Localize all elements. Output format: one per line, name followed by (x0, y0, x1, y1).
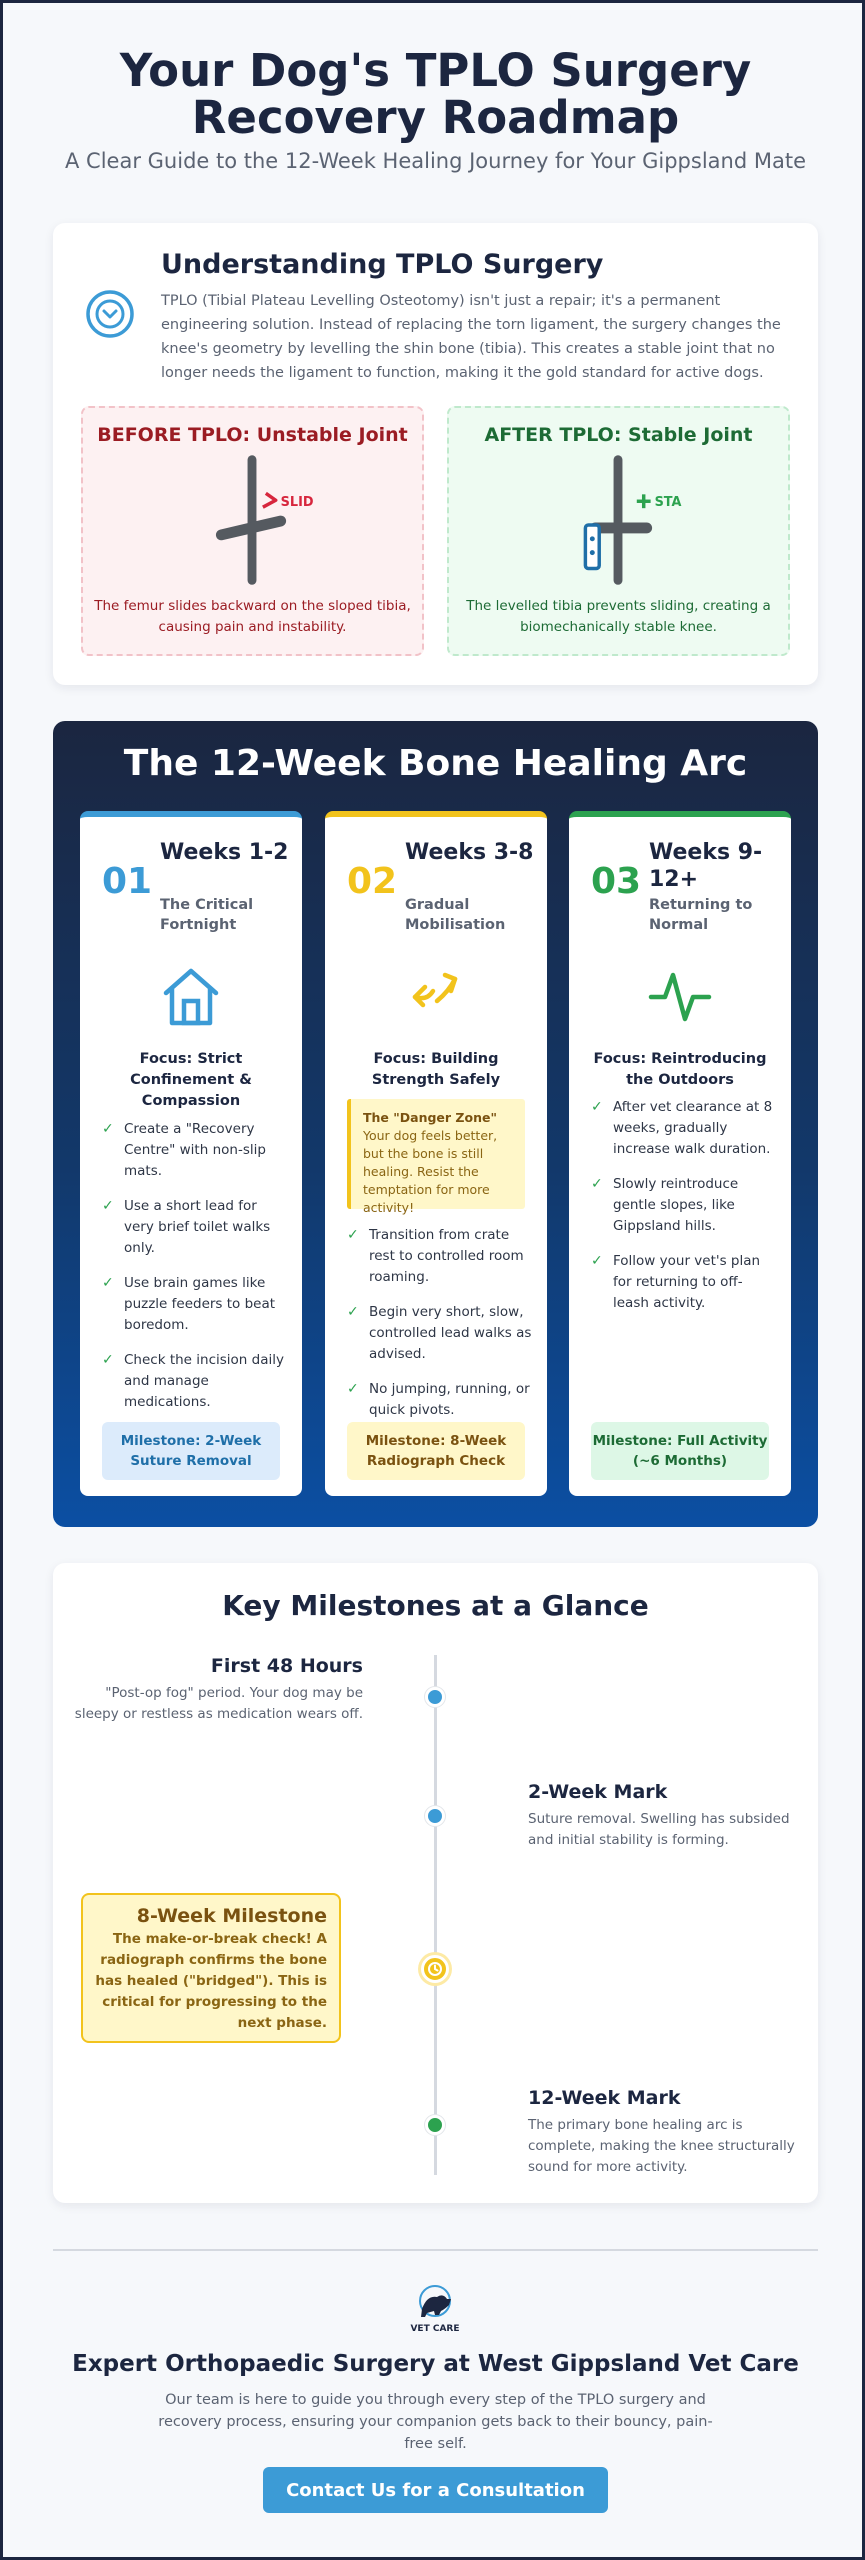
timeline-item-body: Suture removal. Swelling has subsided and initial stability is forming. (528, 1811, 790, 1848)
timeline-item-title: 8-Week Milestone (136, 1905, 327, 1927)
phase-milestone: Milestone: 8-Week Radiograph Check (347, 1422, 525, 1480)
timeline-dot (425, 1806, 445, 1826)
timeline-item-12-week (528, 2087, 798, 2178)
timeline-item-body: "Post-op fog" period. Your dog may be sleepy or restless as medication wears off. (74, 1685, 363, 1722)
list-item: ✓ Slowly reintroduce gentle slopes, like Gippsland hills. (591, 1176, 739, 1234)
phase-number: 03 (591, 861, 642, 902)
contact-consultation-button[interactable]: Contact Us for a Consultation (263, 2467, 608, 2513)
milestones-title: Key Milestones at a Glance (222, 1589, 649, 1622)
list-item: ✓ Transition from crate rest to controlled room roaming. (347, 1227, 524, 1285)
arrows-cycle-icon (401, 961, 471, 1031)
list-item: ✓ No jumping, running, or quick pivots. (347, 1381, 530, 1418)
phase-subtitle: The Critical Fortnight (160, 897, 254, 933)
phase-milestone: Milestone: 2-Week Suture Removal (102, 1422, 280, 1480)
check-icon: ✓ (591, 1176, 603, 1192)
after-tplo-caption: The levelled tibia prevents sliding, creating a biomechanically stable knee. (466, 598, 771, 635)
phase-number: 01 (102, 861, 153, 902)
timeline-dot (425, 1687, 445, 1707)
check-icon: ✓ (102, 1121, 114, 1137)
slide-arrow-icon (263, 493, 276, 507)
house-icon (156, 961, 226, 1031)
before-tag: SLID (280, 495, 314, 511)
list-item: ✓ Check the incision daily and manage medications. (102, 1352, 284, 1410)
timeline-item-8-week (81, 1893, 341, 2043)
timeline-item-2-week (528, 1781, 798, 1851)
timeline-item-body: The make-or-break check! A radiograph confirms the bone has healed ("bridged"). This is critical for progressing to the next phase. (95, 1931, 327, 2031)
timeline-line (434, 1655, 437, 2175)
footer-body: Our team is here to guide you through every step of the TPLO surgery and recovery process, ensuring your companion gets back to their bouncy, pain-free self. (158, 2392, 713, 2452)
page-subtitle: A Clear Guide to the 12-Week Healing Journey for Your Gippsland Mate (65, 149, 806, 173)
check-icon: ✓ (102, 1352, 114, 1368)
phase-weeks: Weeks 9-12+ (649, 840, 763, 892)
danger-zone-callout (347, 1099, 525, 1215)
footer-title: Expert Orthopaedic Surgery at West Gippsland Vet Care (72, 2351, 799, 2377)
before-tplo-title: BEFORE TPLO: Unstable Joint (97, 424, 408, 446)
phase-subtitle: Gradual Mobilisation (405, 897, 506, 933)
phase-focus: Focus: Strict Confinement & Compassion (130, 1051, 252, 1109)
after-tplo-panel (447, 406, 790, 656)
timeline-item-title: 12-Week Mark (528, 2087, 681, 2109)
danger-zone-title: The "Danger Zone" (363, 1110, 497, 1125)
list-item: ✓ Follow your vet's plan for returning to off-leash activity. (591, 1253, 761, 1311)
stable-joint-diagram (449, 453, 788, 593)
list-item: ✓ Create a "Recovery Centre" with non-slip mats. (102, 1121, 266, 1179)
footer-divider (53, 2249, 818, 2251)
check-icon: ✓ (347, 1381, 359, 1397)
clock-icon (424, 1958, 446, 1980)
timeline-item-title: First 48 Hours (210, 1655, 363, 1677)
list-item: ✓ After vet clearance at 8 weeks, gradually increase walk duration. (591, 1099, 773, 1157)
phase-card-1 (80, 811, 302, 1496)
timeline-dot-highlight (421, 1955, 449, 1983)
phase-number: 02 (347, 861, 398, 902)
plus-icon (637, 494, 651, 508)
circle-chevron-icon (85, 289, 135, 339)
check-icon: ✓ (102, 1198, 114, 1214)
page-title (63, 44, 808, 144)
phase-weeks: Weeks 3-8 (405, 840, 534, 865)
phase-weeks: Weeks 1-2 (160, 840, 289, 865)
bone-plate (585, 525, 599, 568)
check-icon: ✓ (591, 1253, 603, 1269)
phase-checklist (102, 1119, 288, 1427)
healing-arc-title: The 12-Week Bone Healing Arc (123, 743, 748, 784)
phase-subtitle: Returning to Normal (649, 897, 753, 933)
check-icon: ✓ (347, 1227, 359, 1243)
before-tplo-panel (81, 406, 424, 656)
after-tplo-title: AFTER TPLO: Stable Joint (484, 424, 753, 446)
svg-text:VET CARE: VET CARE (410, 2324, 460, 2334)
list-item: ✓ Use brain games like puzzle feeders to beat boredom. (102, 1275, 276, 1333)
healing-arc-section (53, 721, 818, 1527)
phase-checklist (347, 1225, 533, 1435)
timeline-item-body: The primary bone healing arc is complete, making the knee structurally sound for more activity. (528, 2117, 795, 2175)
understanding-card (53, 223, 818, 685)
timeline-item-48-hours (73, 1655, 363, 1725)
after-tag: STA (654, 495, 682, 511)
danger-zone-body: Your dog feels better, but the bone is still healing. Resist the temptation for more activity! (363, 1128, 498, 1215)
timeline-item-title: 2-Week Mark (528, 1781, 668, 1803)
understanding-title: Understanding TPLO Surgery (161, 249, 604, 280)
understanding-body: TPLO (Tibial Plateau Levelling Osteotomy) isn't just a repair; it's a permanent engineering solution. Instead of replacing the torn ligament, the surgery changes the knee's geometry by levelling the shin bone (tibia). This creates a stable joint that no longer needs the ligament to function, making it the gold standard for active dogs. (161, 293, 781, 381)
phase-milestone: Milestone: Full Activity (~6 Months) (591, 1422, 769, 1480)
unstable-joint-diagram (83, 453, 422, 593)
check-icon: ✓ (102, 1275, 114, 1291)
check-icon: ✓ (591, 1099, 603, 1115)
phase-checklist (591, 1097, 777, 1328)
list-item: ✓ Begin very short, slow, controlled lead walks as advised. (347, 1304, 532, 1362)
phase-focus: Focus: Building Strength Safely (371, 1051, 501, 1088)
check-icon: ✓ (347, 1304, 359, 1320)
before-tplo-caption: The femur slides backward on the sloped tibia, causing pain and instability. (94, 598, 411, 635)
milestones-card (53, 1563, 818, 2203)
phase-card-3 (569, 811, 791, 1496)
pulse-icon (645, 961, 715, 1031)
phase-focus: Focus: Reintroducing the Outdoors (593, 1051, 767, 1088)
phase-card-2 (325, 811, 547, 1496)
vet-care-logo (407, 2283, 463, 2339)
list-item: ✓ Use a short lead for very brief toilet walks only. (102, 1198, 271, 1256)
page-title-line-2: Recovery Roadmap (191, 91, 680, 144)
timeline-dot (425, 2115, 445, 2135)
page-title-line-1: Your Dog's TPLO Surgery (119, 44, 752, 97)
